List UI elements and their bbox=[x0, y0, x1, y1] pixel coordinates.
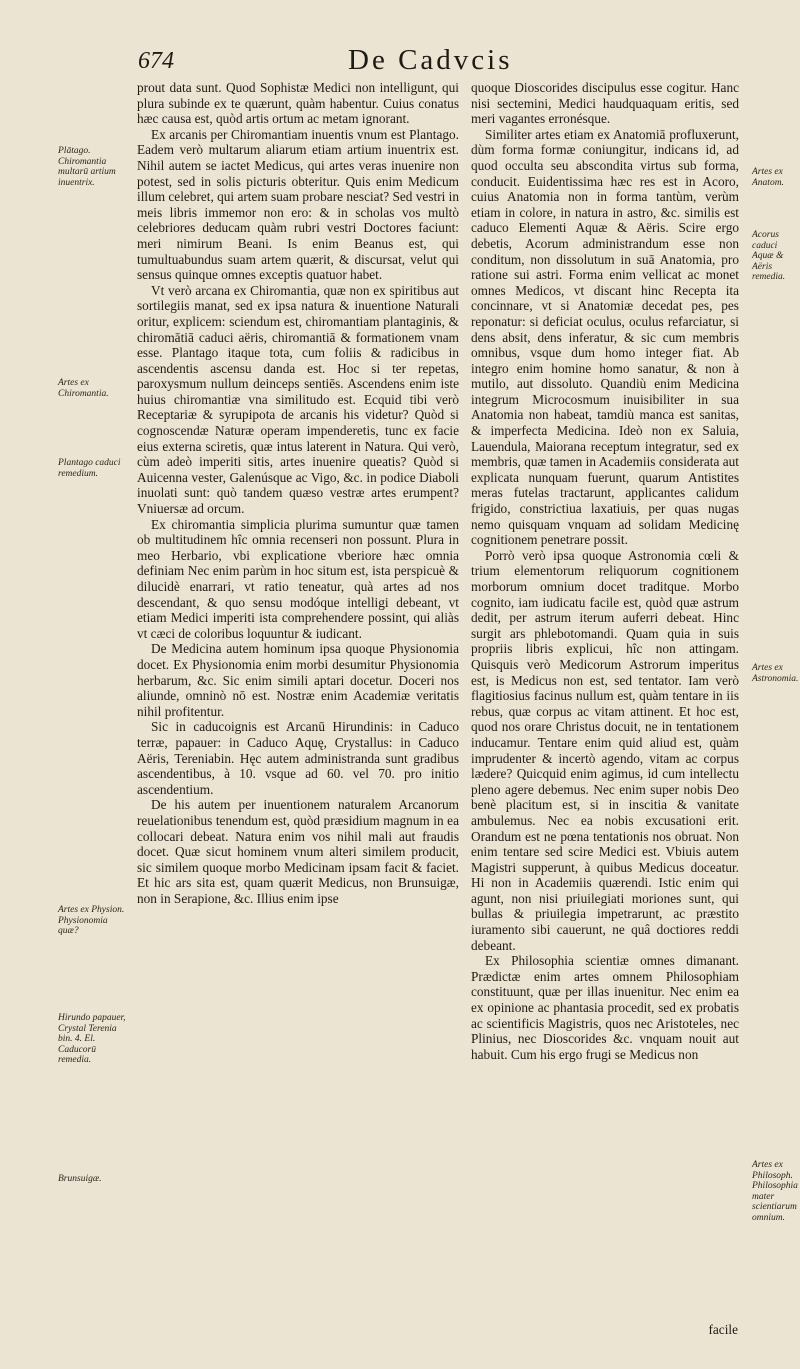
running-title: De Cadvcis bbox=[348, 44, 513, 76]
margin-note-right: Artes ex Anatom. bbox=[752, 167, 784, 188]
paragraph: De his autem per inuentionem naturalem Arcanorum reuelationibus tenendum est, quòd præsidium magnum in ea collocari debeat. Natura enim vos nihil mali aut fraudis docet. Quæ sicut hominem vnum alteri similem producit, sic similem quoque morbo Medicinam ipsam facit & faciet. Et hic ars sita est, quam quærit Medicus, non Brunsuigæ, non in Serapione, &c. Illius enim ipse bbox=[137, 797, 459, 906]
margin-note-left: Artes ex Chiromantia. bbox=[58, 378, 109, 399]
margin-note-left: Hirundo papauer, Crystal Terenia bin. 4. El. Caducorū remedia. bbox=[58, 1013, 126, 1065]
paragraph: Sic in caducoignis est Arcanū Hirundinis: in Caduco terræ, papauer: in Caduco Aquę, Crystallus: in Caduco Aëris, Tereniabin. Hęc autem administranda sunt gradibus ascendentibus, à 10. vsque ad 60. vel 70. pro initio ascendentium. bbox=[137, 719, 459, 797]
paragraph: Vt verò arcana ex Chiromantia, quæ non ex spiritibus aut sortilegiis manat, sed ex ipsa natura & inuentione Naturali oritur, explicem: sciendum est, chiromantiam plantaginis, & chiromātiā caduci aëris, chiromantiā & formationem vnam esse. Plantago itaque tota, cum foliis & radicibus in ascendentis ascensu danda est. Hoc si ter repetas, paroxysmum nullum deinceps sentiēs. Ascendens enim iste huius chiromantiæ vna similitudo est. Ecquid tibi verò Receptariæ & syrupipota de arcanis his videtur? Quòd si cognoscendæ Naturæ operam impenderetis, tunc ex facie eius externa sciretis, quæ intus laterent in Natura. Qui verò, cùm adeò imperiti sitis, artes inuenire queatis? Quòd si Auicenna vester, Galenúsque ac Vigo, &c. in podice Diaboli inuolati sunt: quò tandem quæso vestræ artes erumpent? Vniuersæ ad orcum. bbox=[137, 282, 459, 517]
paragraph: Ex chiromantia simplicia plurima sumuntur quæ tamen ob multitudinem hîc omnia recenseri non possunt. Plura in meo Herbario, vbi explicatione vberiore hæc omnia definiam Nec enim parùm in hoc situm est, ista perspicuè & dilucidè enarrari, vt ratio teneatur, quà artes ad nos descendant, & quo sensu modóque intelligi debeant, vt etiam Medici imperiti ista comprehendere possint, qui aliàs vt cæci de coloribus loquuntur & iudicant. bbox=[137, 516, 459, 641]
paragraph: Porrò verò ipsa quoque Astronomia cœli & trium elementorum reliquorum cognitionem morborum omnium docet traditque. Morbo cognito, iam iudicatu facile est, quòd quæ astrum dedit, per astrum iterum auferri debeat. Hinc surgit ars phlebotomandi. Quam quia in suis propriis libris explicui, hîc non attingam. Quisquis verò Medicorum Astrorum imperitus est, is Medicus non est, sed tentator. Iam verò flagitiosius facinus nullum est, quàm tentare in iis rebus, quæ corpus ac vitam attinent. Et hoc est, quod nos orare Christus docuit, ne in tentationem inducamur. Tentare enim quid aliud est, quàm imprudenter & incertò agendo, vitam ac corpus lædere? Quicquid enim agimus, id cum intellectu pleno agere debemus. Nec enim super nobis Deo benè placitum est, si in inscitia & vanitate ambulemus. Nec ea nobis excusationi erit. Orandum est ne pœna tentationis nos obruat. Non enim tentare sed scire Medici est. Vbiuis autem Magistri supperunt, à quibus Medicus doceatur. Hi non in Academiis quærendi. Istic enim qui agunt, non nisi priuilegiati moriones sunt, qui bullas & priuilegia impetrarunt, ac præstito iuramento sibi cauerunt, ne quâ doctiores reddi debeant. bbox=[471, 547, 739, 953]
margin-note-left: Plātago. Chiromantia multarū artium inuentrix. bbox=[58, 146, 116, 188]
margin-note-right: Artes ex Philosoph. Philosophia mater scientiarum omnium. bbox=[752, 1160, 798, 1223]
margin-note-right: Acorus caduci Aquæ & Aëris remedia. bbox=[752, 230, 786, 282]
left-text-column bbox=[137, 80, 459, 906]
right-text-column bbox=[471, 80, 739, 1062]
catchword: facile bbox=[708, 1322, 738, 1337]
paragraph: quoque Dioscorides discipulus esse cogitur. Hanc nisi sectemini, Medici haudquaquam eritis, sed meri vagantes erronésque. bbox=[471, 80, 739, 127]
paragraph: Ex arcanis per Chiromantiam inuentis vnum est Plantago. Eadem verò multarum aliarum etiam artium inuentrix est. Nihil autem se iactet Medicus, qui artes veras inuenire non potest, sed in solis picturis obteritur. Quis enim Medicum illum celebret, qui artem suam probare nesciat? Sed vestri in meis libris immemor non ero: & in scholas vos multò celebriores deducam quàm rubri vestri Doctores faciunt: meri nimirum Beani. Is enim Beanus est, qui tumultuabundus suam artem quærit, & discursat, velut qui sensus quinque omnes exceptis quatuor habet. bbox=[137, 126, 459, 283]
margin-note-left: Plantago caduci remedium. bbox=[58, 458, 121, 479]
page-number: 674 bbox=[138, 48, 174, 74]
running-head bbox=[138, 44, 738, 74]
paragraph: De Medicina autem hominum ipsa quoque Physionomia docet. Ex Physionomia enim morbi desumitur Physionomia herbarum, &c. Sic enim simili aptari docetur. Doceri nos aliunde, omninò nō est. Nostræ enim Academiæ veritatis nihil profitentur. bbox=[137, 641, 459, 719]
margin-note-left: Brunsuigæ. bbox=[58, 1174, 102, 1184]
paragraph: prout data sunt. Quod Sophistæ Medici non intelligunt, qui plura subinde ex te quærunt, quàm habentur. Cuius conatus hæc causa est, quòd artis ortum ac metam ignorant. bbox=[137, 80, 459, 127]
margin-note-left: Artes ex Physion. Physionomia quæ? bbox=[58, 905, 125, 936]
paragraph: Ex Philosophia scientiæ omnes dimanant. Prædictæ enim artes omnem Philosophiam constituunt, quæ per illas inuenitur. Nec enim ea ex opinione ac phantasia procedit, sed ex probatis ac scientificis Magistris, quos nec Aristoteles, nec Plinius, nec Dioscorides &c. vnquam nouit aut habuit. Cum his ergo frugi se Medicus non bbox=[471, 953, 739, 1062]
margin-note-right: Artes ex Astronomia. bbox=[752, 663, 799, 684]
paragraph: Similiter artes etiam ex Anatomiā profluxerunt, dùm forma formæ coniungitur, indicans id, ad quod occulta seu abscondita virtus sub forma, conducit. Euidentissima hæc res est in Acoro, cuius Anatomia non in forma tantùm, verùm etiam in colore, in natura in astro, &c. similis est caduco Elementi Aquæ & Aëris. Scire ergo debetis, Acorum administrandum esse non conditum, non dissolutum in suā Anatomia, pro ratione sui astri. Forma enim vellicat ac monet omnes Medicos, vt discant hinc Recepta ita concinnare, vt si Anatomiæ decedat pes, pes reponatur: si deficiat oculus, oculus refarciatur, si dens absit, dens inferatur, & sic cum membris omnibus, vsque dum homo integer fiat. Ab integro enim homine homo sanatur, & non à mutilo, aut dissoluto. Quandiù enim Medicina integrum Microcosmum inuisibiliter in sua Anatomia non habeat, tamdiù manca est sanitas, & imperfecta Medicina. Ideò non ex Saluia, Lauendula, Maiorana receptum integratur, sed ex membris, quæ tamen in Academiis considerata aut explicata nunquam fuerunt, quarum Antistites meras futelas tractarunt, applicantes calidum frigido, constrictiua laxatiuis, per quas nugas nemo quisquam vnquam ad solidam Medicinę cognitionem penetrare possit. bbox=[471, 126, 739, 548]
